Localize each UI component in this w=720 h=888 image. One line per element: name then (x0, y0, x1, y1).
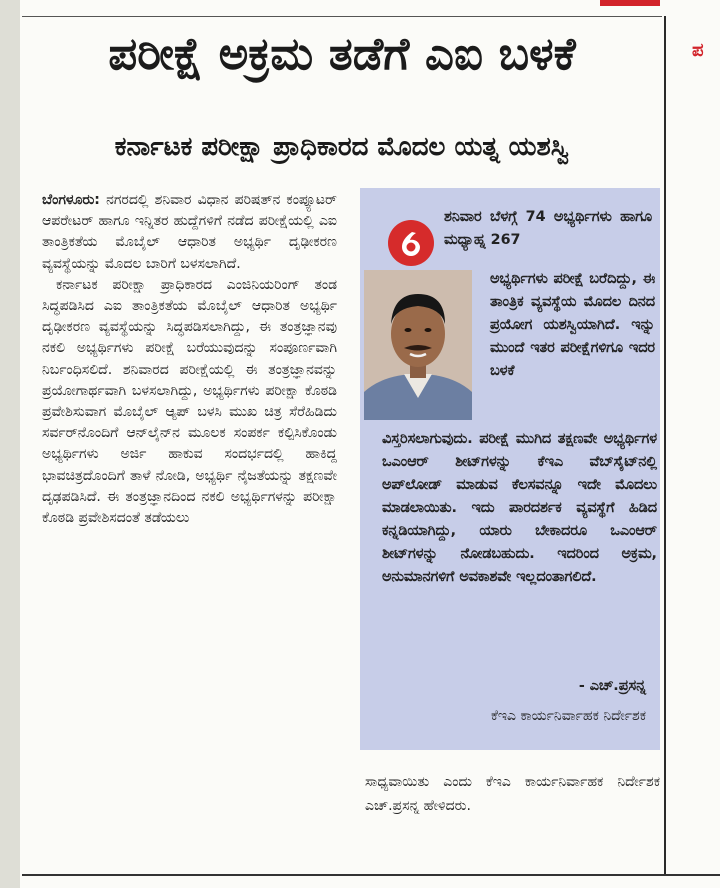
quote-text-bottom: ವಿಸ್ತರಿಸಲಾಗುವುದು. ಪರೀಕ್ಷೆ ಮುಗಿದ ತಕ್ಷಣವೇ ಅಭ್ಯರ್ಥಿಗಳ ಒಎಂಆರ್ ಶೀಟ್‌ಗಳನ್ನು ಕೆಇಎ ವೆಬ್‌ಸೈಟ್‌ನಲ್ಲಿ ಅಪ್‌ಲೋಡ್ ಮಾಡುವ ಕೆಲಸವನ್ನೂ ಇದೇ ಮೊದಲು ಮಾಡಲಾಯಿತು. ಇದು ಪಾರದರ್ಶಕ ವ್ಯವಸ್ಥೆಗೆ ಹಿಡಿದ ಕನ್ನಡಿಯಾಗಿದ್ದು, ಯಾರು ಬೇಕಾದರೂ ಒಎಂಆರ್ ಶೀಟ್‌ಗಳನ್ನು ನೋಡಬಹುದು. ಇದರಿಂದ ಅಕ್ರಮ, ಅನುಮಾನಗಳಿಗೆ ಅವಕಾಶವೇ ಇಲ್ಲದಂತಾಗಲಿದೆ. (382, 431, 657, 585)
article-column-left (42, 190, 337, 529)
quote-designation: ಕೆಇಎ ಕಾರ್ಯನಿರ್ವಾಹಕ ನಿರ್ದೇಶಕ (491, 708, 646, 724)
paragraph-1 (42, 190, 337, 275)
quote-icon (388, 220, 434, 266)
article-column-right (365, 770, 660, 818)
paragraph-1-text: ನಗರದಲ್ಲಿ ಶನಿವಾರ ವಿಧಾನ ಪರಿಷತ್‌ನ ಕಂಪ್ಯೂಟರ್ ಆಪರೇಟರ್ ಹಾಗೂ ಇನ್ನಿತರ ಹುದ್ದೆಗಳಿಗೆ ನಡೆದ ಪರೀಕ್ಷೆಯಲ್ಲಿ ಎಐ ತಾಂತ್ರಿಕತೆಯ ಮೊಬೈಲ್ ಆಧಾರಿತ ಅಭ್ಯರ್ಥಿ ದೃಢೀಕರಣ ವ್ಯವಸ್ಥೆಯನ್ನು ಮೊದಲ ಬಾರಿಗೆ ಬಳಸಲಾಗಿದೆ. (42, 192, 337, 272)
quote-text-middle: ಅಭ್ಯರ್ಥಿಗಳು ಪರೀಕ್ಷೆ ಬರೆದಿದ್ದು, ಈ ತಾಂತ್ರಿಕ ವ್ಯವಸ್ಥೆಯ ಮೊದಲ ದಿನದ ಪ್ರಯೋಗ ಯಶಸ್ವಿಯಾಗಿದೆ. ಇನ್ನು ಮುಂದೆ ಇತರ ಪರೀಕ್ಷೆಗಳಿಗೂ ಇದರ ಬಳಕೆ (490, 271, 655, 379)
subheadline: ಕರ್ನಾಟಕ ಪರೀಕ್ಷಾ ಪ್ರಾಧಿಕಾರದ ಮೊದಲ ಯತ್ನ ಯಶಸ್ವಿ (114, 132, 570, 162)
top-rule (22, 16, 662, 17)
dateline: ಬೆಂಗಳೂರು: (42, 192, 100, 208)
red-tab-marker (600, 0, 660, 6)
column-divider (664, 16, 666, 874)
page-margin-strip (0, 0, 20, 888)
paragraph-3: ಸಾಧ್ಯವಾಯಿತು ಎಂದು ಕೆಇಎ ಕಾರ್ಯನಿರ್ವಾಹಕ ನಿರ್ದೇಶಕ ಎಚ್.ಪ್ರಸನ್ನ ಹೇಳಿದರು. (365, 774, 660, 814)
headline: ಪರೀಕ್ಷೆ ಅಕ್ರಮ ತಡೆಗೆ ಎಐ ಬಳಕೆ (108, 27, 576, 80)
quote-box (360, 188, 660, 750)
portrait-photo (364, 270, 472, 420)
paragraph-2: ಕರ್ನಾಟಕ ಪರೀಕ್ಷಾ ಪ್ರಾಧಿಕಾರದ ಎಂಜಿನಿಯರಿಂಗ್ ತಂಡ ಸಿದ್ಧಪಡಿಸಿದ ಎಐ ತಾಂತ್ರಿಕತೆಯ ಮೊಬೈಲ್ ಆಧಾರಿತ ಅಭ್ಯರ್ಥಿ ದೃಢೀಕರಣ ವ್ಯವಸ್ಥೆಯನ್ನು ಸಿದ್ಧಪಡಿಸಲಾಗಿದ್ದು, ಈ ತಂತ್ರಜ್ಞಾನವು ನಕಲಿ ಅಭ್ಯರ್ಥಿಗಳು ಪರೀಕ್ಷೆ ಬರೆಯುವುದನ್ನು ಸಂಪೂರ್ಣವಾಗಿ ನಿರ್ಬಂಧಿಸಲಿದೆ. ಶನಿವಾರದ ಪರೀಕ್ಷೆಯಲ್ಲಿ ಈ ತಂತ್ರಜ್ಞಾನವನ್ನು ಪ್ರಯೋಗಾರ್ಥವಾಗಿ ಬಳಸಲಾಗಿದ್ದು, ಅಭ್ಯರ್ಥಿಗಳು ಪರೀಕ್ಷಾ ಕೊಠಡಿ ಪ್ರವೇಶಿಸುವಾಗ ಮೊಬೈಲ್ ಆ್ಯಪ್ ಬಳಸಿ ಮುಖ ಚಿತ್ರ ಸೆರೆಹಿಡಿದು ಸರ್ವರ್‌ನೊಂದಿಗೆ ಆನ್‌ಲೈನ್‌ನ ಮೂಲಕ ಸಂಪರ್ಕ ಕಲ್ಪಿಸಿಕೊಂಡು ಅಭ್ಯರ್ಥಿಗಳು ಅರ್ಜಿ ಹಾಕುವ ಸಂದರ್ಭದಲ್ಲಿ ಹಾಕಿದ್ದ ಭಾವಚಿತ್ರದೊಂದಿಗೆ ತಾಳೆ ನೋಡಿ, ಅಭ್ಯರ್ಥಿ ನೈಜತೆಯನ್ನು ತಕ್ಷಣವೇ ದೃಢಪಡಿಸಿದೆ. ಈ ತಂತ್ರಜ್ಞಾನದಿಂದ ನಕಲಿ ಅಭ್ಯರ್ಥಿಗಳನ್ನು ಪರೀಕ್ಷಾ ಕೊಠಡಿ ಪ್ರವೇಶಿಸದಂತೆ ತಡೆಯಲು (42, 276, 337, 527)
quote-text-top: ಶನಿವಾರ ಬೆಳಗ್ಗೆ 74 ಅಭ್ಯರ್ಥಿಗಳು ಹಾಗೂ ಮಧ್ಯಾಹ್ನ 267 (444, 209, 652, 248)
bottom-rule (22, 874, 720, 876)
adjacent-article-edge: ಪ (692, 40, 704, 61)
quote-signature: - ಎಚ್.ಪ್ರಸನ್ನ (578, 678, 646, 694)
